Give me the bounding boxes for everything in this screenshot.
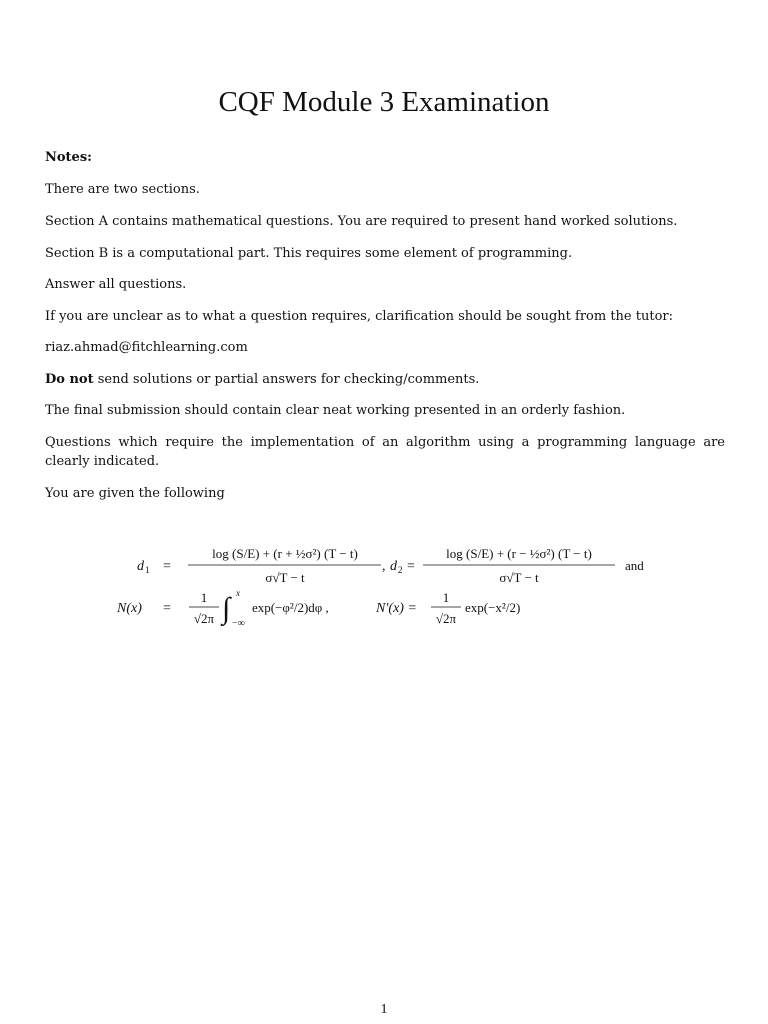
comma-separator: , [382, 559, 386, 574]
nprime-one: 1 [442, 590, 450, 605]
note-section-b: Section B is a computational part. This requires some element of programming. [45, 246, 573, 261]
integral-upper-limit: x [236, 588, 240, 598]
tutor-email: riaz.ahmad@fitchlearning.com [45, 340, 248, 355]
formula-svg [0, 536, 768, 636]
d1-denominator: σ√T − t [265, 570, 305, 585]
and-word: and [625, 558, 644, 573]
notes-heading: Notes: [45, 150, 92, 165]
nx-label: N(x) [117, 601, 142, 616]
nx-sqrt-2pi: √2π [193, 611, 215, 626]
d2-numerator: log (S/E) + (r − ½σ²) (T − t) [446, 546, 592, 561]
d1-numerator: log (S/E) + (r + ½σ²) (T − t) [212, 546, 358, 561]
equals-sign-3: = [163, 601, 171, 616]
note-do-not [45, 370, 725, 389]
do-not-emphasis: Do not [45, 372, 94, 387]
formula-block [0, 536, 768, 636]
note-given: You are given the following [45, 486, 225, 501]
d2-denominator: σ√T − t [499, 570, 539, 585]
note-answer-all: Answer all questions. [45, 277, 187, 292]
d2-subscript: 2 [398, 565, 403, 575]
note-clarification: If you are unclear as to what a question requires, clarification should be sought from the tutor: [45, 309, 673, 324]
note-programming: Questions which require the implementation of an algorithm using a programming language are clearly indicated. [45, 435, 725, 469]
integrand: exp(−φ²/2)dφ , [252, 600, 329, 615]
nprime-sqrt-2pi: √2π [435, 611, 457, 626]
note-final-submission: The final submission should contain clear neat working presented in an orderly fashion. [45, 403, 626, 418]
nx-one: 1 [200, 590, 208, 605]
page-title: CQF Module 3 Examination [218, 86, 550, 118]
equals-sign-1: = [163, 559, 171, 574]
d1-label: d [137, 559, 144, 574]
do-not-rest: send solutions or partial answers for checking/comments. [93, 372, 480, 387]
note-sections: There are two sections. [45, 182, 200, 197]
integral-sign: ∫ [222, 592, 231, 625]
nprime-expression: exp(−x²/2) [465, 600, 521, 615]
nprime-label: N′(x) = [376, 601, 417, 616]
d1-subscript: 1 [145, 565, 150, 575]
equals-sign-2: = [407, 559, 415, 574]
page-number: 1 [380, 1002, 388, 1017]
d2-label: d [390, 559, 397, 574]
note-section-a: Section A contains mathematical questions. You are required to present hand worked solutions. [45, 214, 678, 229]
integral-lower-limit: −∞ [232, 618, 245, 629]
